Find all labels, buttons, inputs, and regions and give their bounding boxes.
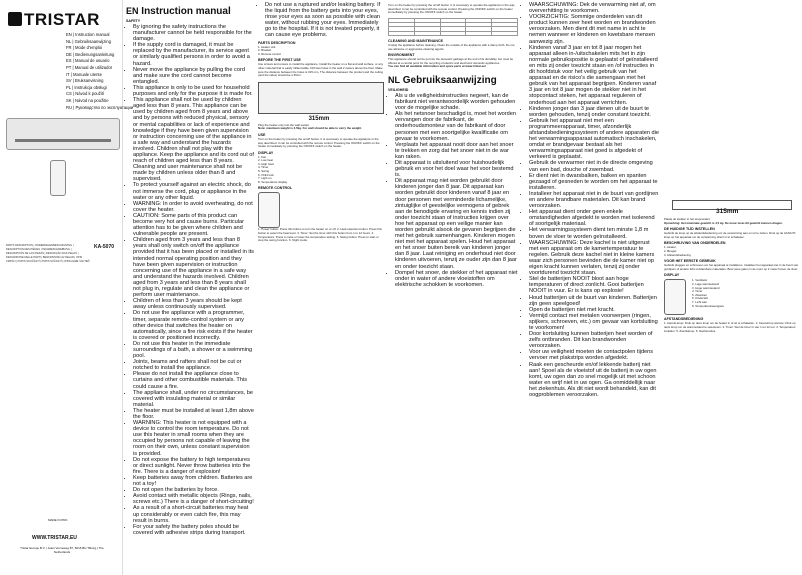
- en-safety-heading: SAFETY: [126, 19, 141, 23]
- nl-display-list: [692, 279, 724, 315]
- safety-item: • Als het netsnoer beschadigd is, moet het worden vervangen door de fabrikant, de onderhoudsmonteur van de fabrikant of door personen met een soortgelijke kwalificatie om gevaar te voorkomen.: [395, 111, 518, 141]
- display-item: 5. Zwenken: [692, 292, 707, 297]
- safety-item: • Keep batteries away from children. Batteries are not a toy!: [133, 475, 254, 487]
- en-parts-list: [258, 46, 384, 57]
- timer-table: [388, 18, 518, 36]
- nl-remote-heading: AFSTANDSBEDIENING: [664, 317, 704, 322]
- en-remote-text-cont: Turn on the heater by pressing the on/off button. It is necessary to operate the appliance in the way described. It can be controlled with the remote control. Pressing the ON/OFF switch on the heater immediately by pressing the ON/OFF switch on the heater.: [388, 3, 515, 15]
- language-item: EN | Instruction manual: [66, 32, 110, 37]
- part-item: 2. Bracket: [258, 48, 272, 53]
- model-number: KA-5070: [94, 244, 115, 250]
- display-item: 8. Temperature display: [258, 179, 288, 184]
- safety-item: • Dompel het snoer, de stekker of het apparaat niet onder in water of andere vloeistoffen om elektrische schokken te voorkomen.: [395, 270, 518, 288]
- safety-item: • Dit apparaat is uitsluitend voor huishoudelijk gebruik en voor het doel waar het voor bestemd is.: [395, 160, 518, 178]
- website[interactable]: WWW.TRISTAR.EU: [32, 535, 77, 541]
- en-weight-note: Note: maximum weight is 4.5kg. For wall should be able to carry the weight.: [258, 126, 362, 131]
- remote-diagram-icon: [258, 192, 280, 228]
- safety-item: • Het verwarmingssysteem dient ten minste 1,8 m boven de vloer te worden geïnstalleerd.: [529, 227, 660, 239]
- nl-first-use-heading: VOOR HET EERSTE GEBRUIK: [664, 259, 716, 264]
- display-item: 4. Timer: [692, 289, 703, 294]
- nl-weight-note: Opmerking: Het maximale gewicht is 4,5 kg. De muur moet dit gewicht kunnen dragen.: [664, 220, 783, 225]
- nl-use-text: Gebruik de knop op de afstandsbediening om de verwarming aan en uit te zetten. Druk op de AAN/UIT-knop op het apparaat om de verwarming direct in te schakelen.: [664, 231, 797, 239]
- en-dimension-label: 315mm: [308, 115, 330, 122]
- nl-plug-note: Plaats de stekker in het stopcontact.: [664, 217, 711, 221]
- part-item: 3. Afstandsbediening: [664, 252, 691, 257]
- en-parts-heading: PARTS DESCRIPTION: [258, 40, 296, 45]
- nl-safety-heading: VEILIGHEID: [388, 87, 409, 92]
- language-item: SV | Bruksanvisning: [66, 78, 104, 84]
- safety-item: • The appliance shall, under no circumstances, be covered with insulating material or similar material.: [133, 390, 254, 408]
- part-item: 1. Heater: [664, 245, 676, 250]
- language-item: ES | Manual de usuario: [66, 58, 110, 64]
- display-item: 8. Temperatuurweergave: [692, 303, 724, 308]
- nl-safety-column: [522, 0, 660, 575]
- safety-item: • Gebruik het apparaat niet met een programmeerapparaat, timer, afzonderlijk afstandsbedieningssysteem of andere apparaten die het verwarmingsapparaat automatisch inschakelen, omdat er brandgevaar bestaat als het verwarmingsapparaat niet goed is afgedekt of verkeerd is geplaatst.: [529, 118, 660, 161]
- nl-use-heading: DE HUIDIGE TIJD INSTELLEN: [664, 227, 715, 232]
- heater-image: [6, 118, 120, 150]
- en-remote-text: 1. Power button: Press this button to turn the heater on or off. 2. Heat selection button: Press this button to select the heat level. 3. Timer: Set the timer with this button from 1 to 12 hours. 4. Temperature: Press to raise or lower the temperature setting. 5. Swing button: Press to start or stop the swing function. 6. Night mode.: [258, 227, 382, 243]
- safety-item: • By ignoring the safety instructions the manufacturer cannot be held responsible for the damage.: [133, 24, 254, 42]
- safety-item: • WAARSCHUWING: Deze kachel is niet uitgerust met een apparaat om de kamertemperatuur te regelen. Gebruik deze kachel niet in kleine kamers waar zich personen bevinden die de kamer niet op eigen kracht kunnen verlaten, tenzij zij onder voortdurend toezicht staan.: [529, 240, 660, 277]
- language-item: NL | Gebruiksaanwijzing: [66, 38, 111, 44]
- display-item: 7. Licht aan: [692, 299, 707, 304]
- language-item: IT | Manuale utente: [66, 71, 102, 77]
- display-item: 3. High heat: [258, 161, 274, 166]
- display-item: 4. Timer: [258, 165, 269, 170]
- display-item: 3. Hoge warmtestand: [692, 285, 720, 290]
- display-item: 1. Fan: [258, 154, 267, 159]
- en-nl-column: [388, 0, 518, 575]
- safety-item: • Stel de batterijen NOOIT bloot aan hoge temperaturen of direct zonlicht. Gooi batterijen NOOIT in vuur. Er is kans op explosie!: [529, 276, 660, 294]
- safety-item: • Children of less than 3 years should be kept away unless continuously supervised.: [133, 298, 254, 310]
- safety-item: • VOORZICHTIG: Sommige onderdelen van dit product kunnen zeer heet worden en brandwonden veroorzaken. Men dient dit met name in acht te nemen wanneer er kinderen en kwetsbare mensen aanwezig zijn.: [529, 14, 660, 44]
- nl-mounting-diagram: [664, 200, 802, 214]
- en-remote-heading: REMOTE CONTROL: [258, 186, 293, 191]
- safety-item: • Installeer het apparaat niet in de buurt van gordijnen en andere brandbare materialen. Dit kan brand veroorzaken.: [529, 191, 660, 209]
- en-display-heading: DISPLAY: [258, 150, 274, 155]
- en-remote-figure: [258, 192, 384, 228]
- part-item: 3. Remote control: [258, 51, 281, 56]
- en-cleaning-heading: CLEANING AND MAINTENANCE: [388, 38, 443, 43]
- nl-safety-continued: [522, 2, 660, 398]
- language-item: DE | Bedienungsanleitung: [66, 51, 115, 57]
- safety-item: • As a result of a short-circuit batteries may heat up considerably or even catch fire, this may result in burns.: [133, 505, 254, 523]
- en-mounting-diagram: [258, 82, 384, 122]
- nl-display-heading: DISPLAY: [664, 273, 680, 278]
- display-item: 5. Swing: [258, 169, 270, 174]
- brand-logo: TRISTAR: [8, 10, 100, 30]
- safety-item: • To protect yourself against an electric shock, do not immerse the cord, plug or appliance in the water or any other liquid.: [133, 182, 254, 200]
- en-env-heading: ENVIRONMENT: [388, 53, 415, 58]
- language-item: FR | Mode d'emploi: [66, 45, 103, 51]
- nl-display-figure: [664, 279, 802, 315]
- nl-parts-heading: BESCHRIJVING VAN ONDERDELEN: [664, 241, 726, 246]
- safety-item: • The heater must be installed at least 1,8m above the floor.: [133, 408, 254, 420]
- en-safety-list: [126, 24, 254, 536]
- nl-use-column: [664, 0, 802, 575]
- language-item: PT | Manual de utilizador: [66, 64, 113, 70]
- safety-item: • Kinderen vanaf 3 jaar en tot 8 jaar mogen het apparaat alleen in-/uitschakelen mits het in zijn normale gebruikspositie is geplaatst of geïnstalleerd en mits zij onder toezicht staan en /of instructies in dit hoofdstuk voor het veilig gebruik van het apparaat en de risico's die samengaan met het gebruik van het apparaat begrijpen. Kinderen vanaf 3 jaar en tot 8 jaar mogen de stekker niet in het stopcontact steken, het apparaat reguleren of onderhoud aan het apparaat verrichten.: [529, 45, 660, 106]
- part-item: 2. Beugel: [664, 248, 677, 253]
- language-item: RU | Руководство по эксплуатации: [66, 104, 134, 110]
- safety-item: • Do not use a ruptured and/or leaking battery. If the liquid from the battery gets into your eyes, rinse your eyes as soon as possible with clean water, without rubbing your eyes. Immediately go to the hospital. If it is not treated properly, it can cause eye problems.: [265, 2, 384, 39]
- safety-item: • CAUTION: Some parts of this product can become very hot and cause burns. Particular attention has to be given where children and vulnerable people are present.: [133, 213, 254, 237]
- safety-item: • Voor uw veiligheid moeten de contactpolen tijdens vervoer met plakstrips worden afgedekt.: [529, 349, 660, 361]
- safety-item: • This appliance is only to be used for household purposes and only for the purpose it is made for.: [133, 85, 254, 97]
- nl-remote-text: 1. Aan/uit-knop: Druk op deze knop om de heater in of uit te schakelen. 2. Keuzeknop warmte: Druk op deze knop om de warmtestand te selecteren. 3. Timer: Stel de timer in van 1 tot 12 uur. 4. Temperatuur instellen. 5. Zwenkknop. 6. Nachtmodus.: [664, 321, 796, 333]
- en-before-heading: BEFORE THE FIRST USE: [258, 58, 301, 63]
- nl-parts-list: [664, 246, 802, 257]
- en-safety-column: [126, 0, 254, 575]
- safety-item: • WARNING: In order to avoid overheating, do not cover the heater.: [133, 201, 254, 213]
- en-cleaning-text: Unplug the appliance before cleaning. Clean the outside of the appliance with a damp cloth. Do not use abrasive or aggressive cleaning agents.: [388, 42, 515, 51]
- safety-item: • WAARSCHUWING: Dek de verwarming niet af, om oververhitting te voorkomen.: [529, 2, 660, 14]
- en-safety-continued: [258, 2, 384, 39]
- en-display-list: [258, 156, 384, 185]
- safety-item: • Het apparaat dient onder geen enkele omstandigheden afgedekt te worden met isolerend of soortgelijk materiaal.: [529, 209, 660, 227]
- safety-item: • Door kortsluiting kunnen batterijen heet worden of zelfs ontbranden. Dit kan brandwonden veroorzaken.: [529, 331, 660, 349]
- nl-heading: NL Gebruiksaanwijzing: [388, 74, 497, 86]
- nl-first-use-text: Gebruik pluggen en schroeven om het apparaat te installeren. Installeer het apparaat niet in de buurt van gordijnen of andere licht ontvlambare materialen. Boor twee gaten in de muur op 2 meter boven de vloer.: [664, 263, 799, 271]
- en-heading: EN Instruction manual: [126, 6, 231, 17]
- safety-item: • WARNING: This heater is not equipped with a device to control the room temperature. Do not use this heater in small rooms when they are occupied by persons not capable of leaving the room on their own, unless constant supervision is provided.: [133, 420, 254, 457]
- company-address: Tristar Europe B.V. | Jules Verneweg 87, 5015 BH Tilburg | The Netherlands: [20, 546, 104, 554]
- en-use-heading: USE: [258, 132, 266, 137]
- language-item: SK | Návod na použitie: [66, 97, 109, 103]
- safety-item: • Dit apparaat mag niet worden gebruikt door kinderen jonger dan 8 jaar. Dit apparaat kan worden gebruikt door kinderen vanaf 8 jaar en door personen met verminderde lichamelijke, zintuiglijke of geestelijke vermogens of gebrek aan de benodigde ervaring en kennis indien zij onder toezicht staan of instructies krijgen over hoe het apparaat op een veilige manier kan worden gebruikt alsook de gevaren begrijpen die met het gebruik samenhangen. Kinderen mogen niet met het apparaat spelen. Houd het apparaat en het snoer buiten bereik van kinderen jonger dan 8 jaar. Laat reiniging en onderhoud niet door kinderen uitvoeren, tenzij ze ouder zijn dan 8 jaar en onder toezicht staan.: [395, 178, 518, 269]
- display-item: 6. Child lock: [258, 172, 274, 177]
- safety-item: • Joints, beams and rafters shall not be cut or notched to install the appliance.: [133, 359, 254, 371]
- language-item: PL | Instrukcja obsługi: [66, 84, 107, 90]
- parts-description-languages: PARTS DESCRIPTION | ONDERDELENBESCHRIJVING | DESCRIPTION DES PIÈCES | TEILEBESCHREIBUNG | DESCRIPCIÓN DE LAS PIEZAS | DESCRIÇÃO DAS PEÇAS | DESCRIZIONE DELLE PARTI | BESKRIVNING AV DELAR | OPIS CZĘŚCI | POPIS SOUČÁSTÍ | POPIS SÚČASTÍ | ОПИСАНИЕ ЧАСТЕЙ: [6, 244, 90, 263]
- safety-item: • If the supply cord is damaged, it must be replaced by the manufacturer, its service agent or similarly qualified persons in order to avoid a hazard.: [133, 42, 254, 66]
- safety-item: • Do not open the batteries by force.: [133, 487, 254, 493]
- nl-safety-list: [388, 93, 518, 288]
- safety-item: • Verplaats het apparaat nooit door aan het snoer te trekken en zorg dat het snoer niet in de war kan raken.: [395, 142, 518, 160]
- en-guarantee-text: You can find all available information and spare parts at www.tristar.eu!: [388, 64, 486, 69]
- display-item: 1. Ventilator: [692, 278, 708, 283]
- safety-item: • Raak een gescheurde en/of lekkende batterij niet aan! Spoel als de vloeistof uit de batterij in uw ogen komt, uw ogen dan zo snel mogelijk uit met schoon water en wrijf niet in uw ogen. Ga onmiddellijk naar het ziekenhuis. Als dit niet wordt behandeld, kan dit oogproblemen veroorzaken.: [529, 362, 660, 399]
- display-diagram-icon: [664, 279, 686, 315]
- safety-item: • Do not use the appliance with a programmer, timer, separate remote-control system or any other device that switches the heater on automatically, since a fire risk exists if the heater is covered or positioned incorrectly.: [133, 310, 254, 340]
- display-item: 6. Kinderslot: [692, 296, 709, 301]
- logo-icon: [8, 12, 22, 26]
- part-item: 1. Heater unit: [258, 44, 276, 49]
- safety-item: • Er dient niet in dwarsbalken, balken en spanten gezaagd of gesneden te worden om het apparaat te installeren.: [529, 173, 660, 191]
- safety-item: • Gebruik de verwarmer niet in de directe omgeving van een bad, douche of zwembad.: [529, 160, 660, 172]
- safety-item: • Children aged from 3 years and less than 8 years shall only switch on/off the appliance provided that it has been placed or installed in its intended normal operating position and they have been given supervision or instruction concerning use of the appliance in a safe way and understand the hazards involved. Children aged from 3 years and less than 8 years shall not plug in, regulate and clean the appliance or perform user maintenance.: [133, 237, 254, 298]
- safety-item: • Kinderen jonger dan 3 jaar dienen uit de buurt te worden gehouden, tenzij onder constant toezicht.: [529, 106, 660, 118]
- safety-item: • Als u de veiligheidsinstructies negeert, kan de fabrikant niet verantwoordelijk worden gehouden voor de mogelijke schade.: [395, 93, 518, 111]
- safety-item: • Never move the appliance by pulling the cord and make sure the cord cannot become entangled.: [133, 67, 254, 85]
- safety-item: • Do not use this heater in the immediate surroundings of a bath, a shower or a swimming pool.: [133, 341, 254, 359]
- safety-item: • This appliance shall not be used by children aged less than 8 years. This appliance can be used by children aged from 8 years and above and by persons with reduced physical, sensory or mental capabilities or lack of experience and knowledge if they have been given supervision or instruction concerning use of the appliance in a safe way and understand the hazards involved. Children shall not play with the appliance. Keep the appliance and its cord out of reach of children aged less than 8 years. Cleaning and user maintenance shall not be made by children unless older than 8 and supervised.: [133, 97, 254, 182]
- en-env-text: This appliance should not be put into the domestic garbage at the end of its durability, but must be offered at a central point for the recycling of electric and electronic domestic appliances.: [388, 57, 514, 65]
- safety-item: • Avoid contact with metallic objects (Rings, nails, screws etc.) There is a danger of short-circuiting!: [133, 493, 254, 505]
- display-item: 2. Low heat: [258, 158, 273, 163]
- display-item: 7. Light on: [258, 176, 272, 181]
- safety-item: • Open de batterijen niet met kracht.: [529, 307, 660, 313]
- en-plug-note: Plug the heater only into the wall socket: [258, 122, 309, 127]
- safety-item: • Please do not install the appliance close to curtains and other combustible materials. This could cause a fire.: [133, 371, 254, 389]
- remote-control-image: [50, 160, 66, 196]
- safety-item: • Do not expose the battery to high temperatures or direct sunlight. Never throw batteries into the fire. There is a danger of explosion!: [133, 457, 254, 475]
- language-item: CS | Návod k použití: [66, 91, 105, 97]
- en-before-text: Use screws and ensure to install the appliance. Install the heater on a flat and wall surface, or any other material that is easily inflammable. Drill two holes in the wall 2 meters above the floor. Make sure the distance between the holes is 315 mm. The distance between the product and the ceiling (and the sides) should be ≥ 50cm.: [258, 62, 384, 78]
- nl-dimension-label: 315mm: [716, 208, 739, 215]
- made-in: MADE IN PRC: [48, 518, 68, 522]
- safety-item: • For your safety the battery poles should be covered with adhesive strips during transport.: [133, 524, 254, 536]
- safety-item: • Vermijd contact met metalen voorwerpen (ringen, spijkers, schroeven, etc.) om gevaar van kortsluiting te voorkomen!: [529, 313, 660, 331]
- en-use-text: Turn on the heater by pressing the on/off button. It is necessary to operate the appliance in the way described. It can be controlled with the remote control. Pressing the ON/OFF switch on the heater immediately by pressing the ON/OFF switch on the heater.: [258, 136, 380, 149]
- display-item: 2. Lage warmtestand: [692, 281, 719, 286]
- en-continued-column: [258, 0, 384, 575]
- safety-item: • Houd batterijen uit de buurt van kinderen. Batterijen zijn geen speelgoed!: [529, 295, 660, 307]
